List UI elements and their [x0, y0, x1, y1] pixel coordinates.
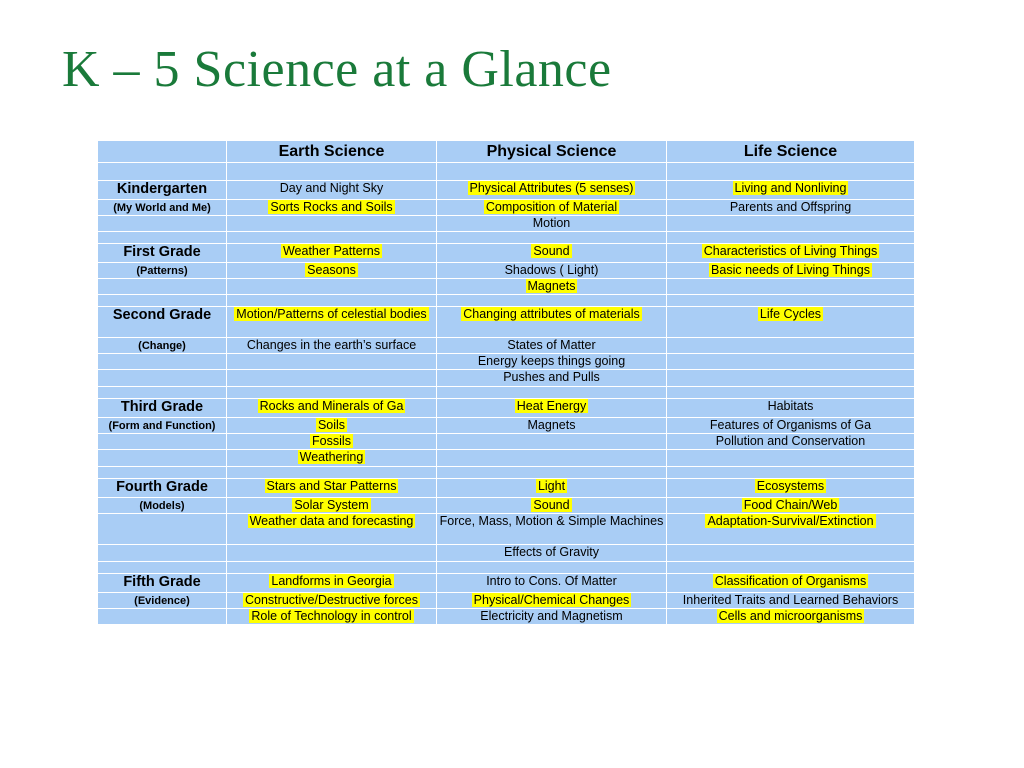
- grade-row: [98, 370, 915, 387]
- spacer-row: [98, 562, 915, 574]
- physical-science-cell: [437, 609, 667, 625]
- grade-row: [98, 450, 915, 467]
- spacer-cell: [437, 295, 667, 307]
- grade-theme: (My World and Me): [113, 202, 211, 214]
- header-row: [98, 141, 915, 163]
- highlighted-topic: Solar System: [294, 498, 369, 512]
- physical-science-cell: [437, 354, 667, 370]
- grade-theme: (Form and Function): [108, 420, 216, 432]
- life-science-cell: [667, 338, 915, 354]
- highlighted-topic: Constructive/Destructive forces: [245, 593, 418, 607]
- highlighted-topic: Heat Energy: [516, 399, 587, 413]
- life-science-cell: [667, 450, 915, 467]
- topic: Inherited Traits and Learned Behaviors: [682, 593, 899, 607]
- grade-empty-cell: [98, 370, 227, 387]
- life-science-cell: [667, 545, 915, 562]
- physical-science-cell: [437, 399, 667, 418]
- physical-science-cell: [437, 244, 667, 263]
- highlighted-topic: Weather Patterns: [282, 244, 381, 258]
- highlighted-topic: Sound: [533, 498, 570, 512]
- physical-science-cell: [437, 216, 667, 232]
- earth-science-cell: [227, 574, 437, 593]
- grade-empty-cell: [98, 514, 227, 545]
- life-science-cell: [667, 354, 915, 370]
- physical-science-cell: [437, 181, 667, 200]
- highlighted-topic: Sorts Rocks and Soils: [270, 200, 393, 214]
- life-science-cell: [667, 514, 915, 545]
- topic: Effects of Gravity: [504, 545, 599, 559]
- physical-science-cell: [437, 450, 667, 467]
- highlighted-topic: Characteristics of Living Things: [703, 244, 878, 258]
- grade-name-cell: [98, 181, 227, 200]
- spacer-cell: [98, 163, 227, 181]
- grade-theme: (Change): [138, 340, 186, 352]
- earth-science-cell: [227, 338, 437, 354]
- topic: Force, Mass, Motion & Simple Machines: [439, 514, 664, 528]
- grade-empty-cell: [98, 216, 227, 232]
- highlighted-topic: Seasons: [307, 263, 356, 277]
- earth-science-cell: [227, 263, 437, 279]
- earth-science-cell: [227, 244, 437, 263]
- physical-science-cell: [437, 338, 667, 354]
- earth-science-cell: [227, 307, 437, 338]
- life-science-cell: [667, 399, 915, 418]
- grade-name: Second Grade: [112, 307, 212, 323]
- physical-science-cell: [437, 307, 667, 338]
- grade-theme: (Patterns): [136, 265, 188, 277]
- physical-science-cell: [437, 370, 667, 387]
- science-table: [97, 140, 915, 625]
- physical-science-cell: [437, 200, 667, 216]
- physical-science-cell: [437, 434, 667, 450]
- highlighted-topic: Rocks and Minerals of Ga: [259, 399, 404, 413]
- grade-theme-cell: [98, 498, 227, 514]
- grade-name: Third Grade: [120, 399, 204, 415]
- earth-science-cell: [227, 181, 437, 200]
- highlighted-topic: Basic needs of Living Things: [711, 263, 870, 277]
- grade-empty-cell: [98, 354, 227, 370]
- highlighted-topic: Stars and Star Patterns: [266, 479, 397, 493]
- spacer-cell: [227, 467, 437, 479]
- grade-row: [98, 263, 915, 279]
- physical-science-cell: [437, 498, 667, 514]
- spacer-cell: [98, 387, 227, 399]
- spacer-cell: [667, 163, 915, 181]
- highlighted-topic: Landforms in Georgia: [271, 574, 392, 588]
- column-header-label: Life Science: [743, 143, 838, 160]
- grade-theme-cell: [98, 593, 227, 609]
- header-corner-cell: [98, 141, 227, 163]
- life-science-cell: [667, 593, 915, 609]
- column-header: [227, 141, 437, 163]
- grade-row: [98, 434, 915, 450]
- grade-row: [98, 609, 915, 625]
- physical-science-cell: [437, 279, 667, 295]
- earth-science-cell: [227, 399, 437, 418]
- grade-name-cell: [98, 307, 227, 338]
- column-header-label: Physical Science: [486, 143, 617, 160]
- life-science-cell: [667, 244, 915, 263]
- earth-science-cell: [227, 216, 437, 232]
- spacer-cell: [227, 387, 437, 399]
- highlighted-topic: Food Chain/Web: [743, 498, 838, 512]
- topic: Shadows ( Light): [504, 263, 599, 277]
- life-science-cell: [667, 216, 915, 232]
- topic: Energy keeps things going: [477, 354, 626, 368]
- earth-science-cell: [227, 479, 437, 498]
- life-science-cell: [667, 418, 915, 434]
- grade-name-cell: [98, 244, 227, 263]
- grade-row: [98, 418, 915, 434]
- life-science-cell: [667, 181, 915, 200]
- earth-science-cell: [227, 514, 437, 545]
- grade-theme: (Evidence): [134, 595, 190, 607]
- earth-science-cell: [227, 279, 437, 295]
- spacer-cell: [437, 467, 667, 479]
- grade-theme-cell: [98, 263, 227, 279]
- highlighted-topic: Weathering: [299, 450, 364, 464]
- grade-name: Fifth Grade: [123, 574, 201, 590]
- grade-row: [98, 593, 915, 609]
- topic: States of Matter: [507, 338, 596, 352]
- spacer-cell: [98, 562, 227, 574]
- highlighted-topic: Life Cycles: [759, 307, 822, 321]
- column-header: [437, 141, 667, 163]
- spacer-cell: [98, 295, 227, 307]
- life-science-cell: [667, 574, 915, 593]
- topic: Magnets: [527, 418, 576, 432]
- grade-row: [98, 354, 915, 370]
- earth-science-cell: [227, 418, 437, 434]
- grade-theme: (Models): [139, 500, 185, 512]
- highlighted-topic: Soils: [317, 418, 346, 432]
- grade-theme-cell: [98, 338, 227, 354]
- spacer-cell: [667, 232, 915, 244]
- highlighted-topic: Composition of Material: [485, 200, 618, 214]
- spacer-cell: [667, 387, 915, 399]
- spacer-cell: [227, 295, 437, 307]
- highlighted-topic: Ecosystems: [756, 479, 825, 493]
- highlighted-topic: Sound: [533, 244, 570, 258]
- physical-science-cell: [437, 593, 667, 609]
- topic: Pushes and Pulls: [503, 370, 600, 384]
- physical-science-cell: [437, 263, 667, 279]
- grade-empty-cell: [98, 450, 227, 467]
- highlighted-topic: Light: [537, 479, 566, 493]
- topic: Pollution and Conservation: [715, 434, 866, 448]
- topic: Motion: [532, 216, 571, 230]
- grade-empty-cell: [98, 434, 227, 450]
- highlighted-topic: Living and Nonliving: [734, 181, 847, 195]
- highlighted-topic: Magnets: [527, 279, 576, 293]
- topic: Changes in the earth’s surface: [246, 338, 417, 352]
- slide-title: K – 5 Science at a Glance: [62, 41, 612, 98]
- highlighted-topic: Fossils: [312, 434, 351, 448]
- spacer-cell: [227, 232, 437, 244]
- spacer-cell: [437, 163, 667, 181]
- spacer-row: [98, 295, 915, 307]
- grade-row: [98, 545, 915, 562]
- spacer-row: [98, 467, 915, 479]
- life-science-cell: [667, 263, 915, 279]
- grade-name: Fourth Grade: [116, 479, 208, 495]
- grade-row: [98, 279, 915, 295]
- life-science-cell: [667, 307, 915, 338]
- spacer-cell: [667, 562, 915, 574]
- highlighted-topic: Motion/Patterns of celestial bodies: [236, 307, 427, 321]
- topic: Features of Organisms of Ga: [709, 418, 872, 432]
- highlighted-topic: Cells and microorganisms: [718, 609, 863, 623]
- physical-science-cell: [437, 418, 667, 434]
- spacer-row: [98, 387, 915, 399]
- spacer-cell: [667, 295, 915, 307]
- topic: Intro to Cons. Of Matter: [486, 574, 617, 588]
- grade-row: [98, 216, 915, 232]
- earth-science-cell: [227, 200, 437, 216]
- grade-row: [98, 514, 915, 545]
- physical-science-cell: [437, 514, 667, 545]
- earth-science-cell: [227, 609, 437, 625]
- physical-science-cell: [437, 574, 667, 593]
- grade-name: Kindergarten: [116, 181, 208, 197]
- highlighted-topic: Physical Attributes (5 senses): [469, 181, 634, 195]
- highlighted-topic: Adaptation-Survival/Extinction: [707, 514, 874, 528]
- highlighted-topic: Weather data and forecasting: [249, 514, 414, 528]
- spacer-cell: [437, 232, 667, 244]
- earth-science-cell: [227, 450, 437, 467]
- grade-name-cell: [98, 479, 227, 498]
- earth-science-cell: [227, 545, 437, 562]
- life-science-cell: [667, 498, 915, 514]
- earth-science-cell: [227, 354, 437, 370]
- highlighted-topic: Changing attributes of materials: [463, 307, 640, 321]
- spacer-cell: [227, 562, 437, 574]
- highlighted-topic: Classification of Organisms: [714, 574, 867, 588]
- physical-science-cell: [437, 479, 667, 498]
- life-science-cell: [667, 279, 915, 295]
- life-science-cell: [667, 479, 915, 498]
- spacer-cell: [437, 387, 667, 399]
- topic: Day and Night Sky: [279, 181, 384, 195]
- earth-science-cell: [227, 593, 437, 609]
- topic: Parents and Offspring: [729, 200, 852, 214]
- spacer-row: [98, 232, 915, 244]
- spacer-cell: [98, 232, 227, 244]
- column-header: [667, 141, 915, 163]
- life-science-cell: [667, 434, 915, 450]
- grade-empty-cell: [98, 609, 227, 625]
- column-header-label: Earth Science: [278, 143, 385, 160]
- life-science-cell: [667, 609, 915, 625]
- spacer-cell: [667, 467, 915, 479]
- spacer-cell: [227, 163, 437, 181]
- life-science-cell: [667, 200, 915, 216]
- spacer-row: [98, 163, 915, 181]
- physical-science-cell: [437, 545, 667, 562]
- grade-row: [98, 244, 915, 263]
- earth-science-cell: [227, 370, 437, 387]
- grade-row: [98, 338, 915, 354]
- spacer-cell: [98, 467, 227, 479]
- life-science-cell: [667, 370, 915, 387]
- grade-row: [98, 200, 915, 216]
- topic: Habitats: [767, 399, 814, 413]
- grade-empty-cell: [98, 545, 227, 562]
- grade-theme-cell: [98, 418, 227, 434]
- grade-name-cell: [98, 574, 227, 593]
- grade-row: [98, 307, 915, 338]
- grade-theme-cell: [98, 200, 227, 216]
- highlighted-topic: Role of Technology in control: [251, 609, 412, 623]
- grade-row: [98, 479, 915, 498]
- grade-row: [98, 574, 915, 593]
- grade-row: [98, 399, 915, 418]
- earth-science-cell: [227, 498, 437, 514]
- highlighted-topic: Physical/Chemical Changes: [473, 593, 630, 607]
- grade-row: [98, 498, 915, 514]
- grade-name: First Grade: [123, 244, 201, 260]
- grade-empty-cell: [98, 279, 227, 295]
- earth-science-cell: [227, 434, 437, 450]
- grade-row: [98, 181, 915, 200]
- spacer-cell: [437, 562, 667, 574]
- grade-name-cell: [98, 399, 227, 418]
- topic: Electricity and Magnetism: [480, 609, 623, 623]
